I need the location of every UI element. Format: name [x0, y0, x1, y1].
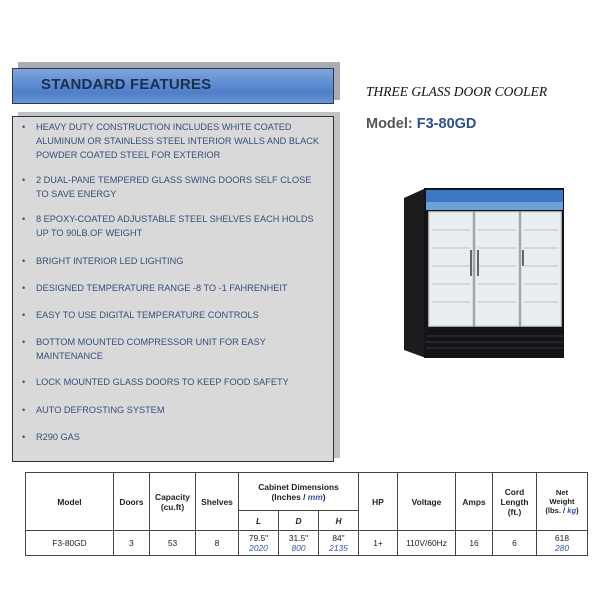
features-header-title: STANDARD FEATURES [41, 76, 212, 93]
model-label: Model: [366, 116, 413, 132]
product-title: THREE GLASS DOOR COOLER [366, 84, 548, 99]
feature-item: • EASY TO USE DIGITAL TEMPERATURE CONTROLS [22, 310, 259, 320]
col-length: L [239, 511, 279, 531]
cell-voltage: 110V/60Hz [398, 531, 456, 556]
bullet-icon: • [22, 405, 26, 415]
cell-cord: 6 [493, 531, 537, 556]
col-amps: Amps [456, 473, 493, 531]
col-model: Model [26, 473, 114, 531]
feature-item: • LOCK MOUNTED GLASS DOORS TO KEEP FOOD SAFETY [22, 377, 289, 387]
spec-table [25, 472, 588, 556]
cell-length: 79.5" 2020 [239, 531, 279, 556]
col-doors: Doors [114, 473, 150, 531]
model-value: F3-80GD [416, 116, 477, 132]
feature-item: • R290 GAS [22, 432, 80, 442]
feature-item: • 8 EPOXY-COATED ADJUSTABLE STEEL SHELVES EACH HOLDS UP TO 90LB.OF WEIGHT [22, 214, 314, 238]
col-depth: D [279, 511, 319, 531]
feature-item: • DESIGNED TEMPERATURE RANGE -8 TO -1 FAHRENHEIT [22, 283, 288, 293]
col-capacity: Capacity (cu.ft) [150, 473, 196, 531]
feature-item: • HEAVY DUTY CONSTRUCTION INCLUDES WHITE COATED ALUMINUM OR STAINLESS STEEL INTERIOR WALLS AND BLACK POWDER COATED STEEL FOR EXTERIOR [22, 122, 320, 160]
table-row [26, 531, 588, 556]
cell-depth: 31.5" 800 [279, 531, 319, 556]
bullet-icon: • [22, 122, 26, 132]
bullet-icon: • [22, 337, 26, 347]
col-voltage: Voltage [398, 473, 456, 531]
bullet-icon: • [22, 214, 26, 224]
feature-item: • 2 DUAL-PANE TEMPERED GLASS SWING DOORS SELF CLOSE TO SAVE ENERGY [22, 175, 312, 199]
col-net-weight: Net Weight (lbs. / kg) [537, 473, 588, 531]
cell-amps: 16 [456, 531, 493, 556]
col-shelves: Shelves [196, 473, 239, 531]
col-dimensions: Cabinet Dimensions (Inches / mm) [239, 473, 359, 511]
col-hp: HP [359, 473, 398, 531]
cell-capacity: 53 [150, 531, 196, 556]
col-height: H [319, 511, 359, 531]
cell-model: F3-80GD [26, 531, 114, 556]
cell-doors: 3 [114, 531, 150, 556]
features-box [12, 116, 334, 462]
cell-weight: 618 280 [537, 531, 588, 556]
product-model [366, 116, 476, 132]
bullet-icon: • [22, 432, 26, 442]
bullet-icon: • [22, 310, 26, 320]
cell-shelves: 8 [196, 531, 239, 556]
bullet-icon: • [22, 256, 26, 266]
cell-hp: 1+ [359, 531, 398, 556]
cell-height: 84" 2135 [319, 531, 359, 556]
feature-item: • BRIGHT INTERIOR LED LIGHTING [22, 256, 184, 266]
cooler-image [404, 180, 566, 360]
feature-item: • BOTTOM MOUNTED COMPRESSOR UNIT FOR EASY MAINTENANCE [22, 337, 266, 361]
features-header [12, 68, 334, 104]
bullet-icon: • [22, 283, 26, 293]
bullet-icon: • [22, 377, 26, 387]
feature-item: • AUTO DEFROSTING SYSTEM [22, 405, 165, 415]
col-cord-length: Cord Length (ft.) [493, 473, 537, 531]
bullet-icon: • [22, 175, 26, 185]
